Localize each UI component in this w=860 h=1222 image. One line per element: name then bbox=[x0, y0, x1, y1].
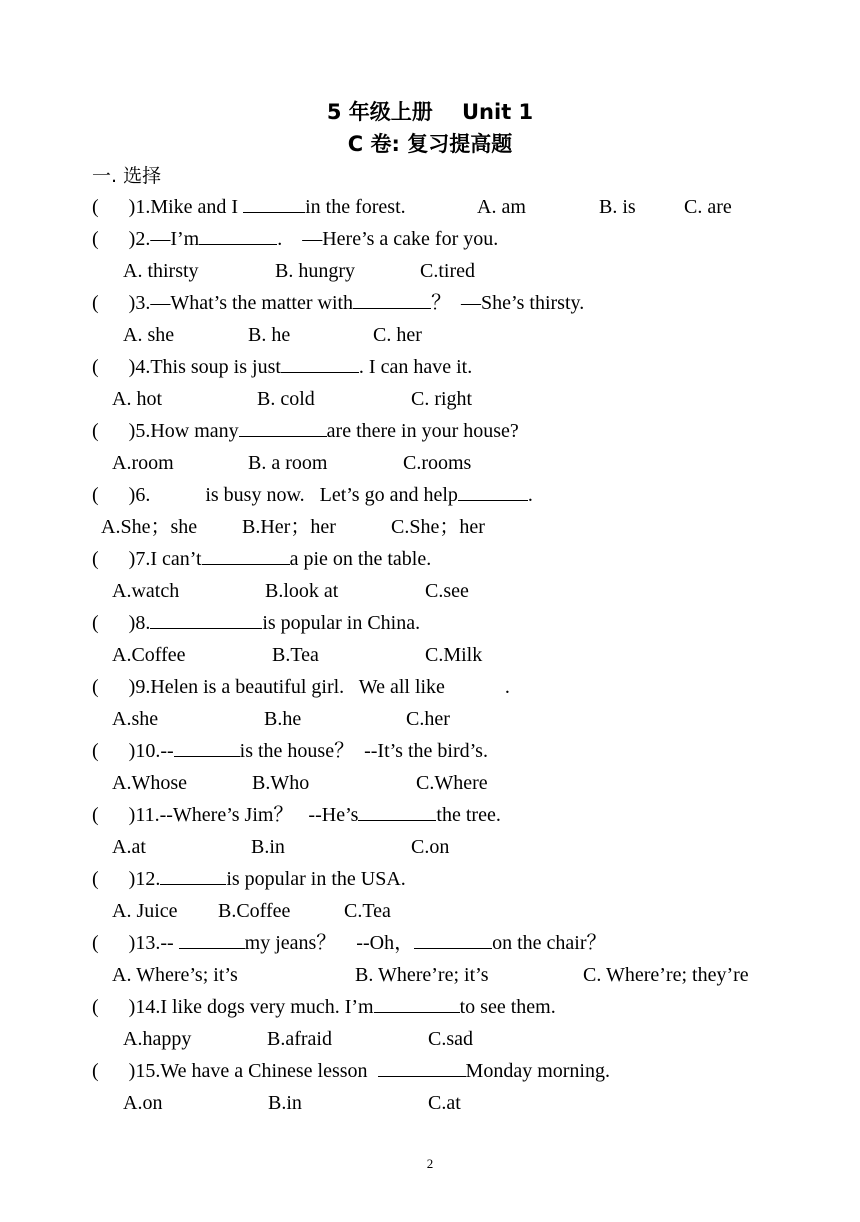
question-text: is the house？ --It’s the bird’s. bbox=[239, 740, 488, 762]
answer-bracket[interactable]: ( ) bbox=[92, 420, 136, 442]
question-text: 9.Helen is a beautiful girl. We all like . bbox=[135, 676, 510, 698]
option-choice: A. thirsty bbox=[123, 260, 199, 282]
question-text: 6. is busy now. Let’s go and help bbox=[135, 484, 458, 506]
option-choice: C.rooms bbox=[403, 452, 472, 474]
answer-blank[interactable] bbox=[150, 610, 262, 629]
option-choice: C. are bbox=[684, 196, 732, 218]
answer-bracket[interactable]: ( ) bbox=[92, 612, 136, 634]
answer-bracket[interactable]: ( ) bbox=[92, 996, 136, 1018]
question-row bbox=[92, 928, 606, 958]
option-choice: A.on bbox=[123, 1092, 163, 1114]
question-text: 1.Mike and I bbox=[135, 196, 244, 218]
option-choice: C.She；her bbox=[391, 516, 485, 538]
answer-bracket[interactable]: ( ) bbox=[92, 356, 136, 378]
answer-blank[interactable] bbox=[281, 354, 359, 373]
question-row bbox=[92, 736, 488, 766]
option-choice: C. Where’re; they’re bbox=[583, 964, 749, 986]
option-choice: A.happy bbox=[123, 1028, 192, 1050]
answer-blank[interactable] bbox=[160, 866, 226, 885]
option-choice: A.Whose bbox=[112, 772, 187, 794]
question-row bbox=[92, 672, 510, 702]
answer-bracket[interactable]: ( ) bbox=[92, 868, 136, 890]
page-subtitle: C 卷: 复习提高题 bbox=[347, 132, 513, 156]
answer-blank[interactable] bbox=[243, 194, 305, 213]
question-text: 5.How many bbox=[135, 420, 239, 442]
option-choice: B.afraid bbox=[267, 1028, 332, 1050]
answer-blank[interactable] bbox=[179, 930, 245, 949]
answer-bracket[interactable]: ( ) bbox=[92, 228, 136, 250]
question-row bbox=[92, 864, 406, 894]
answer-blank[interactable] bbox=[358, 802, 436, 821]
option-choice: B. he bbox=[248, 324, 291, 346]
question-row bbox=[92, 544, 431, 574]
question-text: 7.I can’t bbox=[135, 548, 202, 570]
question-text: 11.--Where’s Jim？ --He’s bbox=[135, 804, 359, 826]
answer-bracket[interactable]: ( ) bbox=[92, 804, 136, 826]
question-row bbox=[92, 416, 519, 446]
question-text: the tree. bbox=[436, 804, 501, 826]
question-row bbox=[92, 800, 501, 830]
question-row bbox=[92, 192, 406, 222]
option-choice: C.at bbox=[428, 1092, 461, 1114]
option-choice: A. she bbox=[123, 324, 175, 346]
answer-blank[interactable] bbox=[202, 546, 290, 565]
question-text: 15.We have a Chinese lesson bbox=[135, 1060, 378, 1082]
question-text: are there in your house? bbox=[326, 420, 519, 442]
option-choice: C.see bbox=[425, 580, 469, 602]
page-title: 5 年级上册 Unit 1 bbox=[326, 100, 534, 124]
option-choice: C.tired bbox=[420, 260, 475, 282]
question-text: 14.I like dogs very much. I’m bbox=[135, 996, 374, 1018]
option-choice: C.her bbox=[406, 708, 450, 730]
question-text: on the chair？ bbox=[492, 932, 607, 954]
question-text: is popular in the USA. bbox=[226, 868, 406, 890]
question-text: ？ —She’s thirsty. bbox=[431, 292, 585, 314]
question-text: is popular in China. bbox=[262, 612, 421, 634]
option-choice: A. Where’s; it’s bbox=[112, 964, 238, 986]
option-choice: A. hot bbox=[112, 388, 162, 410]
option-choice: A.watch bbox=[112, 580, 180, 602]
option-choice: B.in bbox=[268, 1092, 302, 1114]
option-choice: A.room bbox=[112, 452, 174, 474]
option-choice: B.Coffee bbox=[218, 900, 291, 922]
option-choice: A. Juice bbox=[112, 900, 178, 922]
question-text: 3.—What’s the matter with bbox=[135, 292, 354, 314]
option-choice: C.Milk bbox=[425, 644, 483, 666]
answer-bracket[interactable]: ( ) bbox=[92, 1060, 136, 1082]
answer-bracket[interactable]: ( ) bbox=[92, 676, 136, 698]
answer-blank[interactable] bbox=[239, 418, 327, 437]
question-text: 2.—I’m bbox=[135, 228, 200, 250]
answer-blank[interactable] bbox=[458, 482, 528, 501]
question-row bbox=[92, 1056, 610, 1086]
option-choice: C. her bbox=[373, 324, 422, 346]
answer-bracket[interactable]: ( ) bbox=[92, 548, 136, 570]
option-choice: B. hungry bbox=[275, 260, 355, 282]
question-row bbox=[92, 288, 584, 318]
answer-blank[interactable] bbox=[374, 994, 460, 1013]
answer-blank[interactable] bbox=[414, 930, 492, 949]
answer-blank[interactable] bbox=[199, 226, 277, 245]
option-choice: B. cold bbox=[257, 388, 315, 410]
option-choice: C. right bbox=[411, 388, 473, 410]
option-choice: B.look at bbox=[265, 580, 339, 602]
question-row bbox=[92, 480, 533, 510]
option-choice: A.at bbox=[112, 836, 146, 858]
option-choice: B.he bbox=[264, 708, 302, 730]
page-number: 2 bbox=[426, 1156, 434, 1171]
option-choice: B.in bbox=[251, 836, 285, 858]
answer-blank[interactable] bbox=[353, 290, 431, 309]
option-choice: A.she bbox=[112, 708, 159, 730]
option-choice: B. is bbox=[599, 196, 636, 218]
option-choice: A.She；she bbox=[101, 516, 198, 538]
answer-bracket[interactable]: ( ) bbox=[92, 196, 136, 218]
answer-bracket[interactable]: ( ) bbox=[92, 484, 136, 506]
question-row bbox=[92, 352, 472, 382]
option-choice: C.sad bbox=[428, 1028, 473, 1050]
question-row bbox=[92, 608, 420, 638]
question-text: 13.-- bbox=[135, 932, 179, 954]
question-text: . bbox=[527, 484, 533, 506]
option-choice: C.on bbox=[411, 836, 450, 858]
question-text: to see them. bbox=[459, 996, 556, 1018]
question-row bbox=[92, 224, 498, 254]
answer-blank[interactable] bbox=[378, 1058, 466, 1077]
option-choice: B.Her；her bbox=[242, 516, 336, 538]
option-choice: B.Tea bbox=[272, 644, 319, 666]
question-text: . —Here’s a cake for you. bbox=[277, 228, 499, 250]
option-choice: B. a room bbox=[248, 452, 328, 474]
question-text: 10.-- bbox=[135, 740, 174, 762]
option-choice: A. am bbox=[477, 196, 526, 218]
question-text: my jeans？ --Oh， bbox=[244, 932, 415, 954]
question-row bbox=[92, 992, 556, 1022]
option-choice: B.Who bbox=[252, 772, 310, 794]
option-choice: C.Tea bbox=[344, 900, 391, 922]
question-text: Monday morning. bbox=[465, 1060, 610, 1082]
option-choice: B. Where’re; it’s bbox=[355, 964, 489, 986]
question-text: . I can have it. bbox=[358, 356, 473, 378]
answer-blank[interactable] bbox=[174, 738, 240, 757]
answer-bracket[interactable]: ( ) bbox=[92, 740, 136, 762]
question-text: a pie on the table. bbox=[289, 548, 432, 570]
question-text: 4.This soup is just bbox=[135, 356, 281, 378]
option-choice: A.Coffee bbox=[112, 644, 186, 666]
answer-bracket[interactable]: ( ) bbox=[92, 932, 136, 954]
question-text: in the forest. bbox=[305, 196, 406, 218]
section-heading: 一. 选择 bbox=[92, 165, 162, 187]
question-text: 8. bbox=[135, 612, 151, 634]
option-choice: C.Where bbox=[416, 772, 488, 794]
question-text: 12. bbox=[135, 868, 161, 890]
answer-bracket[interactable]: ( ) bbox=[92, 292, 136, 314]
